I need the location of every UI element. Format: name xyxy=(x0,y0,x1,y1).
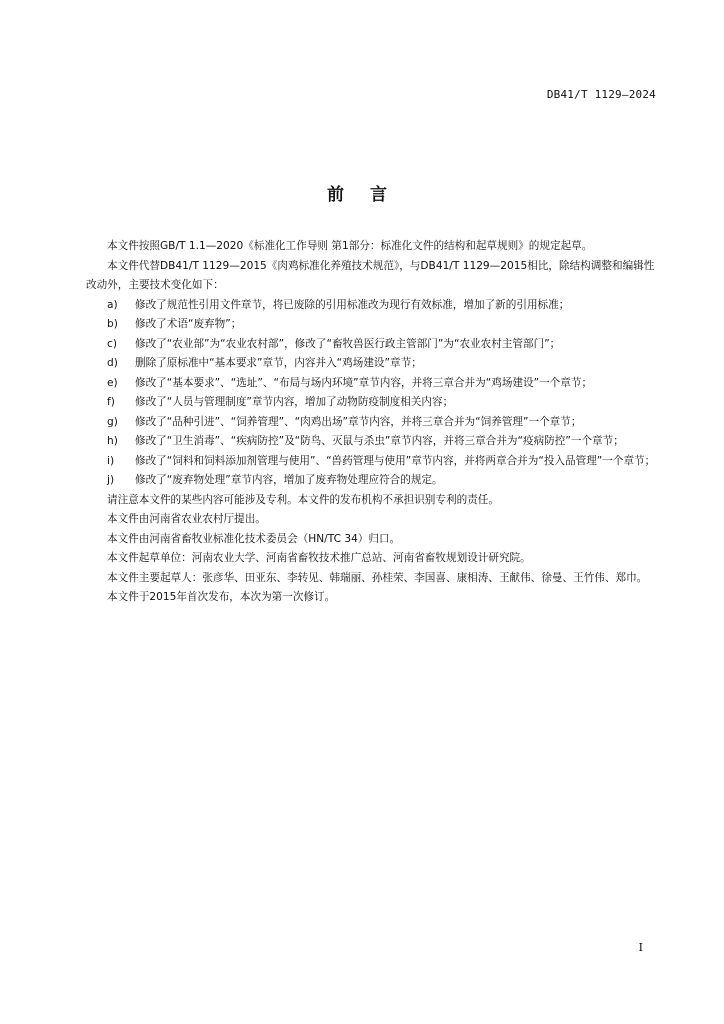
list-item xyxy=(86,296,658,316)
standard-code: DB41/T 1129—2024 xyxy=(546,88,656,101)
paragraph-committee: 本文件由河南省畜牧业标准化技术委员会（HN/TC 34）归口。 xyxy=(107,532,401,545)
list-item-text: 修改了“卫生消毒”、“疾病防控”及“防鸟、灭鼠与杀虫”章节内容，并将三章合并为“疫病防控”一个章节； xyxy=(135,435,624,447)
list-item xyxy=(86,413,658,433)
list-item xyxy=(86,432,658,452)
paragraph-patent-notice: 请注意本文件的某些内容可能涉及专利。本文件的发布机构不承担识别专利的责任。 xyxy=(107,493,499,506)
list-item-text: 修改了规范性引用文件章节，将已废除的引用标准改为现行有效标准，增加了新的引用标准； xyxy=(135,298,570,311)
list-item-text: 修改了“品种引进”、“饲养管理”、“肉鸡出场”章节内容，并将三章合并为“饲养管理”一个章节； xyxy=(135,415,582,428)
list-item xyxy=(86,471,658,491)
list-item xyxy=(86,452,658,472)
list-item-text: 删除了原标准中“基本要求”章节，内容并入“鸡场建设”章节； xyxy=(135,357,422,369)
list-item-label: h) xyxy=(107,435,118,447)
page-title: 前 言 xyxy=(327,185,397,205)
list-item-text: 修改了“基本要求”、“选址”、“布局与场内环境”章节内容，并将三章合并为“鸡场建设”一个章节； xyxy=(135,376,593,389)
paragraph-proposer: 本文件由河南省农业农村厅提出。 xyxy=(107,513,266,525)
paragraph-drafting-rules: 本文件按照GB/T 1.1—2020《标准化工作导则 第1部分：标准化文件的结构和起草规则》的规定起草。 xyxy=(107,240,593,252)
list-item-label: d) xyxy=(107,357,118,369)
page-number: I xyxy=(638,941,643,954)
list-item-label: e) xyxy=(107,376,118,389)
list-item xyxy=(86,354,658,374)
list-item-text: 修改了术语“废弃物”； xyxy=(135,318,242,330)
list-item-text: 修改了“人员与管理制度”章节内容，增加了动物防疫制度相关内容； xyxy=(135,396,454,408)
list-item-label: i) xyxy=(107,454,115,467)
list-item-text: 修改了“饲料和饲料添加剂管理与使用”、“兽药管理与使用”章节内容，并将两章合并为“投入品管理”一个章节； xyxy=(135,454,656,467)
paragraph-drafting-units: 本文件起草单位：河南农业大学、河南省畜牧技术推广总站、河南省畜牧规划设计研究院。 xyxy=(107,552,531,564)
list-item xyxy=(86,374,658,394)
paragraph-history: 本文件于2015年首次发布，本次为第一次修订。 xyxy=(107,591,336,603)
list-item-label: c) xyxy=(107,337,117,350)
list-item xyxy=(86,393,658,413)
paragraph-replacement: 本文件代替DB41/T 1129—2015《肉鸡标准化养殖技术规范》，与DB41/T 1129—2015相比，除结构调整和编辑性改动外，主要技术变化如下： xyxy=(86,259,655,291)
list-item-label: j) xyxy=(107,474,115,486)
foreword-body xyxy=(86,237,658,608)
list-item-label: f) xyxy=(107,396,115,408)
list-item-text: 修改了“农业部”为“农业农村部”，修改了“畜牧兽医行政主管部门”为“农业农村主管部门”； xyxy=(135,337,561,350)
paragraph-drafters: 本文件主要起草人：张彦华、田亚东、李转见、韩瑞丽、孙桂荣、李国喜、康相涛、王献伟、徐曼、王竹伟、郑巾。 xyxy=(107,571,648,584)
list-item xyxy=(86,315,658,335)
list-item-label: b) xyxy=(107,318,118,330)
list-item-text: 修改了“废弃物处理”章节内容，增加了废弃物处理应符合的规定。 xyxy=(135,474,443,486)
list-item-label: a) xyxy=(107,298,118,311)
list-item-label: g) xyxy=(107,415,118,428)
list-item xyxy=(86,335,658,355)
